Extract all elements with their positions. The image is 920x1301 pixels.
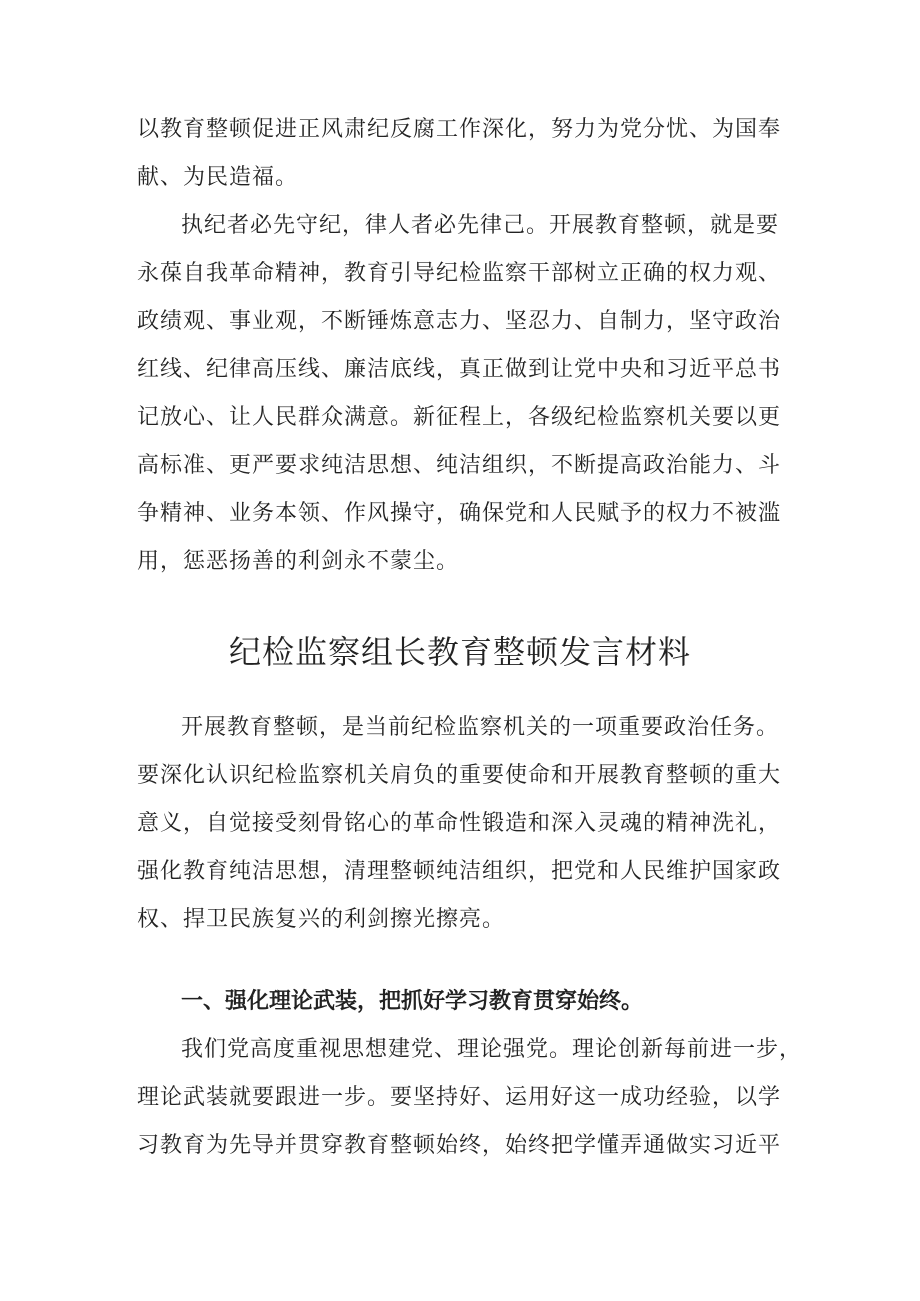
paragraph-line: 理论武装就要跟进一步。要坚持好、运用好这一成功经验，以学 <box>137 1085 782 1110</box>
paragraph-line: 献、为民造福。 <box>137 165 299 190</box>
paragraph-line: 红线、纪律高压线、廉洁底线，真正做到让党中央和习近平总书 <box>137 357 782 382</box>
document-title: 纪检监察组长教育整顿发言材料 <box>228 633 691 671</box>
paragraph-line: 执纪者必先守纪，律人者必先律己。开展教育整顿，就是要 <box>181 213 780 238</box>
paragraph-line: 权、捍卫民族复兴的利剑擦光擦亮。 <box>137 907 506 932</box>
paragraph-line: 意义，自觉接受刻骨铭心的革命性锻造和深入灵魂的精神洗礼， <box>137 811 782 836</box>
paragraph-line: 我们党高度重视思想建党、理论强党。理论创新每前进一步， <box>181 1037 803 1062</box>
paragraph-line: 习教育为先导并贯穿教育整顿始终，始终把学懂弄通做实习近平 <box>137 1133 782 1158</box>
paragraph-line: 要深化认识纪检监察机关肩负的重要使命和开展教育整顿的重大 <box>137 763 782 788</box>
paragraph-line: 用，惩恶扬善的利剑永不蒙尘。 <box>137 549 460 574</box>
paragraph-line: 政绩观、事业观，不断锤炼意志力、坚忍力、自制力，坚守政治 <box>137 309 782 334</box>
section-heading: 一、强化理论武装，把抓好学习教育贯穿始终。 <box>181 989 644 1014</box>
paragraph-line: 开展教育整顿，是当前纪检监察机关的一项重要政治任务。 <box>181 715 780 740</box>
paragraph-line: 争精神、业务本领、作风操守，确保党和人民赋予的权力不被滥 <box>137 501 782 526</box>
paragraph-line: 高标准、更严要求纯洁思想、纯洁组织，不断提高政治能力、斗 <box>137 453 782 478</box>
paragraph-line: 记放心、让人民群众满意。新征程上，各级纪检监察机关要以更 <box>137 405 782 430</box>
paragraph-line: 强化教育纯洁思想，清理整顿纯洁组织，把党和人民维护国家政 <box>137 859 782 884</box>
paragraph-line: 以教育整顿促进正风肃纪反腐工作深化，努力为党分忧、为国奉 <box>137 117 782 142</box>
paragraph-line: 永葆自我革命精神，教育引导纪检监察干部树立正确的权力观、 <box>137 261 782 286</box>
